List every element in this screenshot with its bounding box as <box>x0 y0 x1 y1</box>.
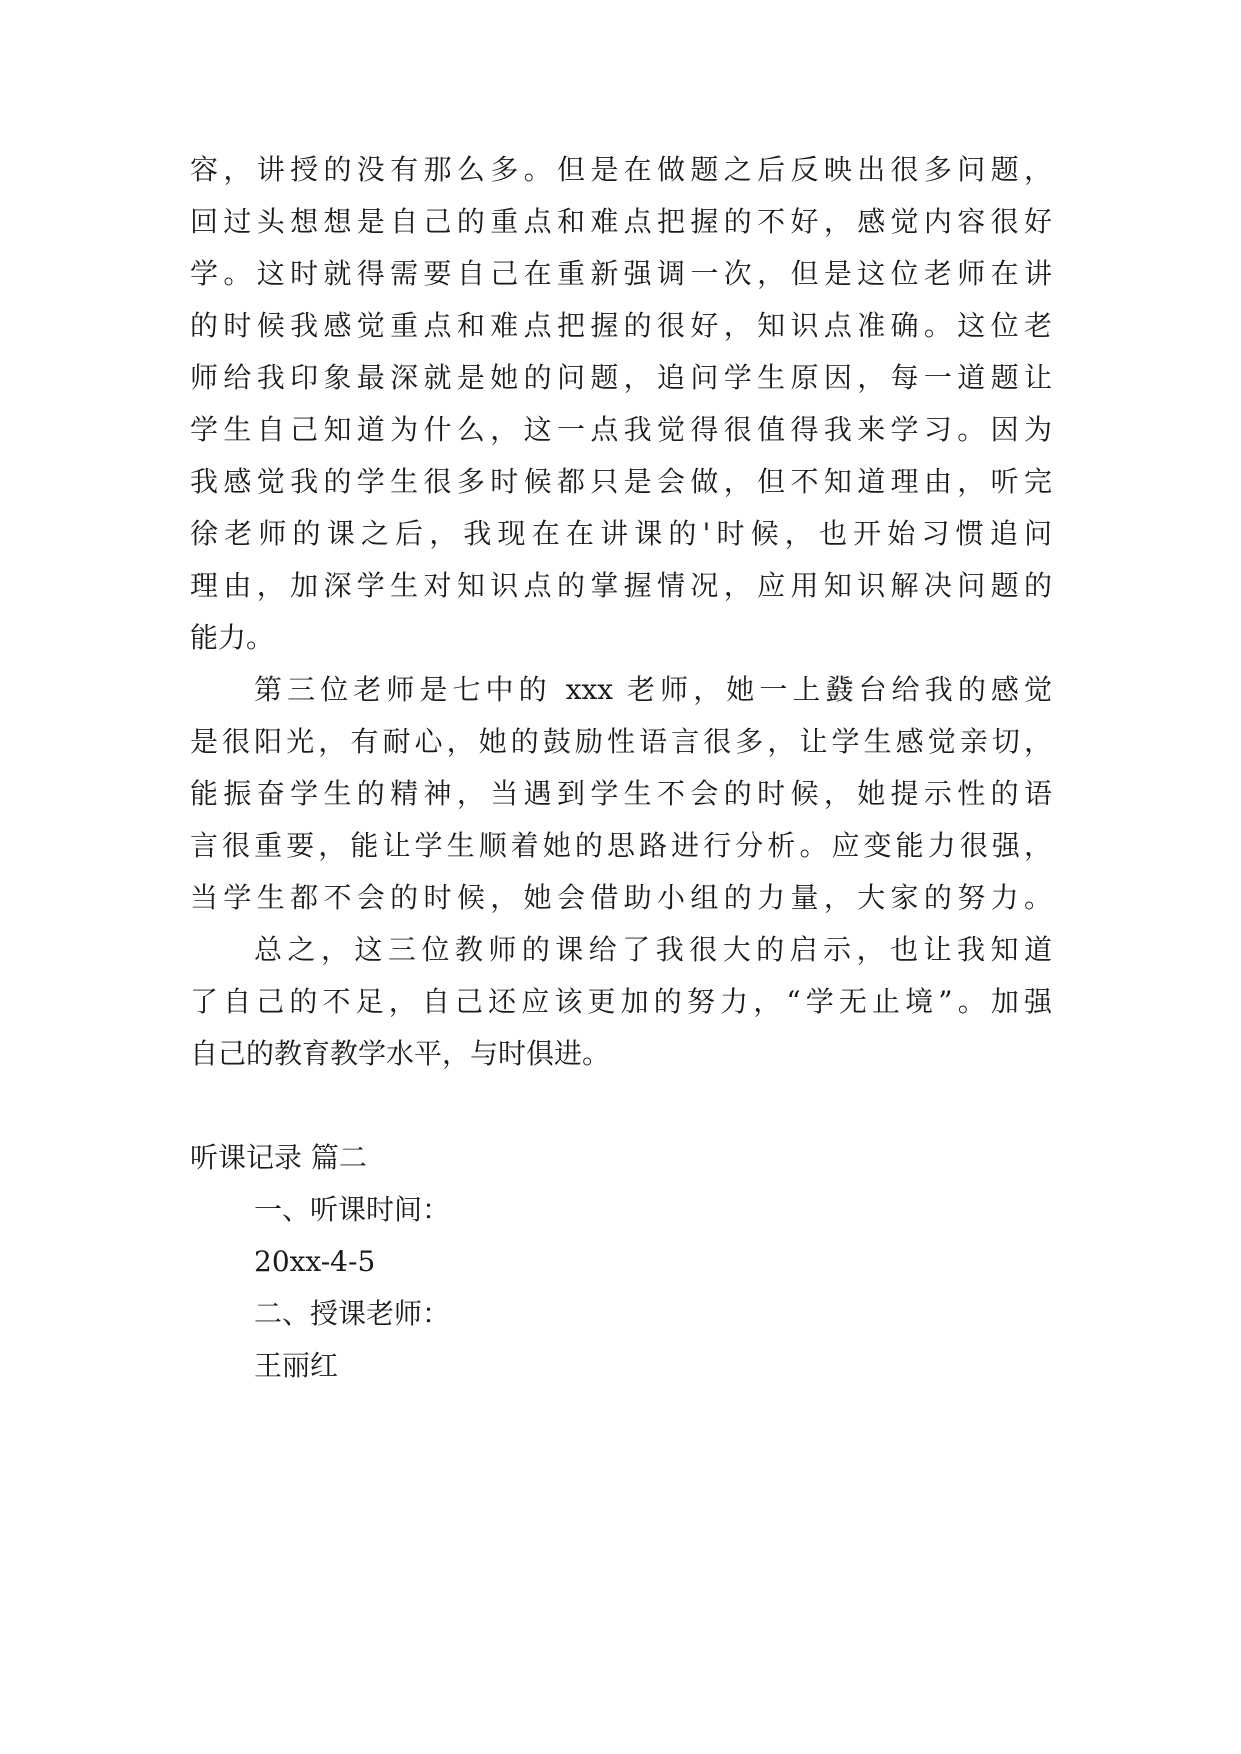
text-line: 我感觉我的学生很多时候都只是会做，但不知道理由，听完 <box>190 465 1052 498</box>
text-line: 当学生都不会的时候，她会借助小组的力量，大家的努力。 <box>190 881 1052 914</box>
text-line: 容，讲授的没有那么多。但是在做题之后反映出很多问题， <box>190 153 1052 186</box>
list-item: 王丽红 <box>254 1349 339 1382</box>
text-line: 言很重要，能让学生顺着她的思路进行分析。应变能力很强， <box>190 829 1052 862</box>
text-line: 能力。 <box>190 621 275 654</box>
text-line: 回过头想想是自己的重点和难点把握的不好，感觉内容很好 <box>190 205 1052 238</box>
section-heading: 听课记录 篇二 <box>190 1141 367 1174</box>
text-line: 徐老师的课之后，我现在在讲课的'时候，也开始习惯追问 <box>190 517 1052 550</box>
text-line: 的时候我感觉重点和难点把握的很好，知识点准确。这位老 <box>190 309 1052 342</box>
text-line: 能振奋学生的精神，当遇到学生不会的时候，她提示性的语 <box>190 777 1052 810</box>
text-line: 第三位老师是七中的 xxx 老师，她一上鼗台给我的感觉 <box>254 673 1052 706</box>
text-line: 自己的教育教学水平，与时俱进。 <box>190 1037 611 1070</box>
text-line: 师给我印象最深就是她的问题，追问学生原因，每一道题让 <box>190 361 1052 394</box>
list-item: 一、听课时间： <box>254 1193 451 1226</box>
text-line: 总之，这三位教师的课给了我很大的启示，也让我知道 <box>254 933 1052 966</box>
text-line: 学。这时就得需要自己在重新强调一次，但是这位老师在讲 <box>190 257 1052 290</box>
list-item: 20xx-4-5 <box>254 1245 376 1278</box>
text-line: 了自己的不足，自己还应该更加的努力，“学无止境”。加强 <box>190 985 1052 1018</box>
text-line: 学生自己知道为什么，这一点我觉得很值得我来学习。因为 <box>190 413 1052 446</box>
list-item: 二、授课老师： <box>254 1297 451 1330</box>
text-line: 理由，加深学生对知识点的掌握情况，应用知识解决问题的 <box>190 569 1052 602</box>
text-line: 是很阳光，有耐心，她的鼓励性语言很多，让学生感觉亲切， <box>190 725 1052 758</box>
